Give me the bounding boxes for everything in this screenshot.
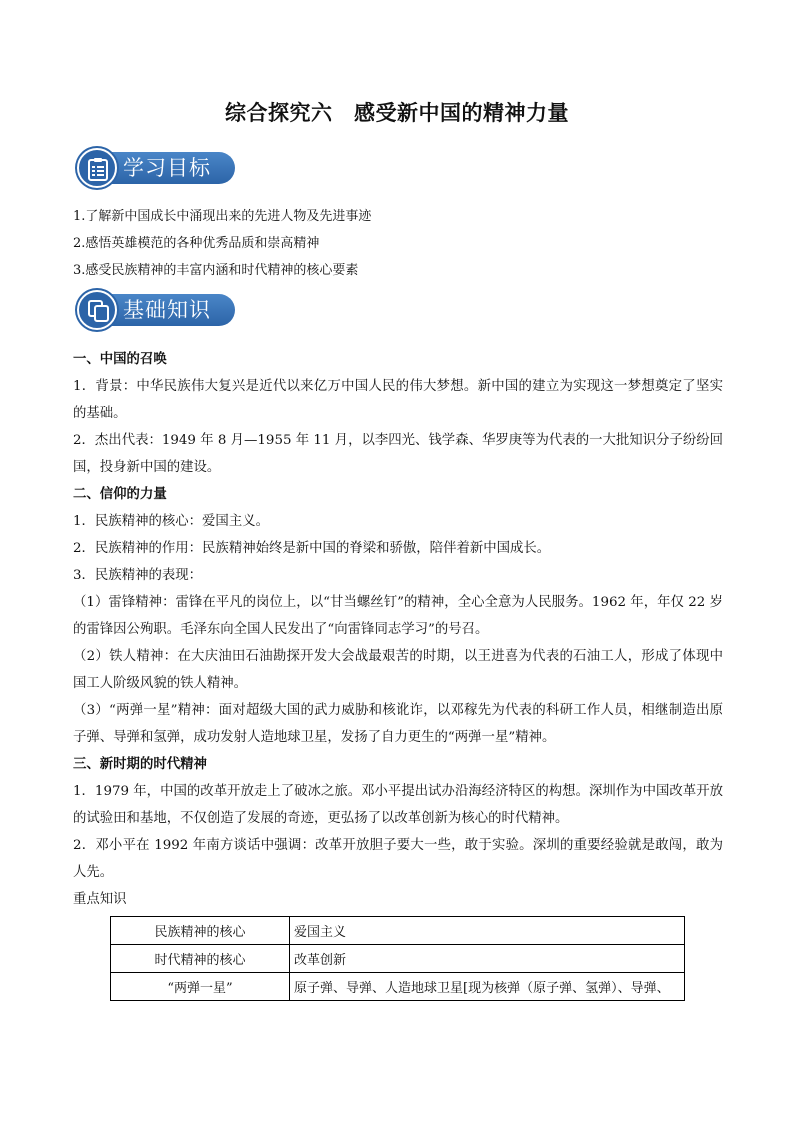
table-cell: 爱国主义 bbox=[290, 917, 685, 945]
objectives-banner-label: 学习目标 bbox=[123, 156, 211, 180]
objective-item: 2.感悟英雄模范的各种优秀品质和崇高精神 bbox=[73, 236, 320, 251]
paragraph: 2．杰出代表：1949 年 8 月—1955 年 11 月，以李四光、钱学森、华罗庚等为代表的一大批知识分子纷纷回国，投身新中国的建设。 bbox=[73, 433, 724, 475]
knowledge-banner bbox=[77, 290, 235, 330]
table-cell: “两弹一星” bbox=[111, 973, 290, 1001]
documents-icon bbox=[87, 299, 111, 323]
section-heading: 三、新时期的时代精神 bbox=[73, 757, 207, 772]
knowledge-banner-label: 基础知识 bbox=[123, 298, 211, 322]
table-row bbox=[111, 945, 685, 973]
paragraph: （1）雷锋精神：雷锋在平凡的岗位上，以“甘当螺丝钉”的精神，全心全意为人民服务。1962 年，年仅 22 岁的雷锋因公殉职。毛泽东向全国人民发出了“向雷锋同志学习”的号召。 bbox=[73, 595, 723, 637]
paragraph: 1．背景：中华民族伟大复兴是近代以来亿万中国人民的伟大梦想。新中国的建立为实现这一梦想奠定了坚实的基础。 bbox=[73, 379, 723, 421]
objectives-banner bbox=[77, 148, 235, 188]
knowledge-content bbox=[73, 346, 723, 913]
table-cell: 民族精神的核心 bbox=[111, 917, 290, 945]
paragraph: 1．1979 年，中国的改革开放走上了破冰之旅。邓小平提出试办沿海经济特区的构想。深圳作为中国改革开放的试验田和基地，不仅创造了发展的奇迹，更弘扬了以改革创新为核心的时代精神。 bbox=[73, 784, 723, 826]
table-cell: 原子弹、导弹、人造地球卫星[现为核弹（原子弹、氢弹）、导弹、 bbox=[290, 973, 685, 1001]
table-row bbox=[111, 917, 685, 945]
objectives-list bbox=[73, 203, 723, 284]
paragraph: 3．民族精神的表现： bbox=[73, 568, 203, 583]
section-heading: 一、中国的召唤 bbox=[73, 352, 167, 367]
paragraph: （2）铁人精神：在大庆油田石油勘探开发大会战最艰苦的时期，以王进喜为代表的石油工人，形成了体现中国工人阶级风貌的铁人精神。 bbox=[73, 649, 723, 691]
objective-item: 1.了解新中国成长中涌现出来的先进人物及先进事迹 bbox=[73, 209, 372, 224]
paragraph: 1．民族精神的核心：爱国主义。 bbox=[73, 514, 269, 529]
table-cell: 改革创新 bbox=[290, 945, 685, 973]
table-row bbox=[111, 973, 685, 1001]
key-knowledge-table bbox=[110, 916, 685, 1001]
section-heading: 二、信仰的力量 bbox=[73, 487, 167, 502]
paragraph: （3）“两弹一星”精神：面对超级大国的武力威胁和核讹诈，以邓稼先为代表的科研工作人员，相继制造出原子弹、导弹和氢弹，成功发射人造地球卫星，发扬了自力更生的“两弹一星”精神。 bbox=[73, 703, 723, 745]
objective-item: 3.感受民族精神的丰富内涵和时代精神的核心要素 bbox=[73, 263, 359, 278]
clipboard-icon bbox=[87, 157, 109, 181]
page-title: 综合探究六 感受新中国的精神力量 bbox=[225, 100, 569, 125]
table-cell: 时代精神的核心 bbox=[111, 945, 290, 973]
paragraph: 2．邓小平在 1992 年南方谈话中强调：改革开放胆子要大一些，敢于实验。深圳的重要经验就是敢闯，敢为人先。 bbox=[73, 838, 723, 880]
key-knowledge-label: 重点知识 bbox=[73, 892, 127, 907]
paragraph: 2．民族精神的作用：民族精神始终是新中国的脊梁和骄傲，陪伴着新中国成长。 bbox=[73, 541, 551, 556]
